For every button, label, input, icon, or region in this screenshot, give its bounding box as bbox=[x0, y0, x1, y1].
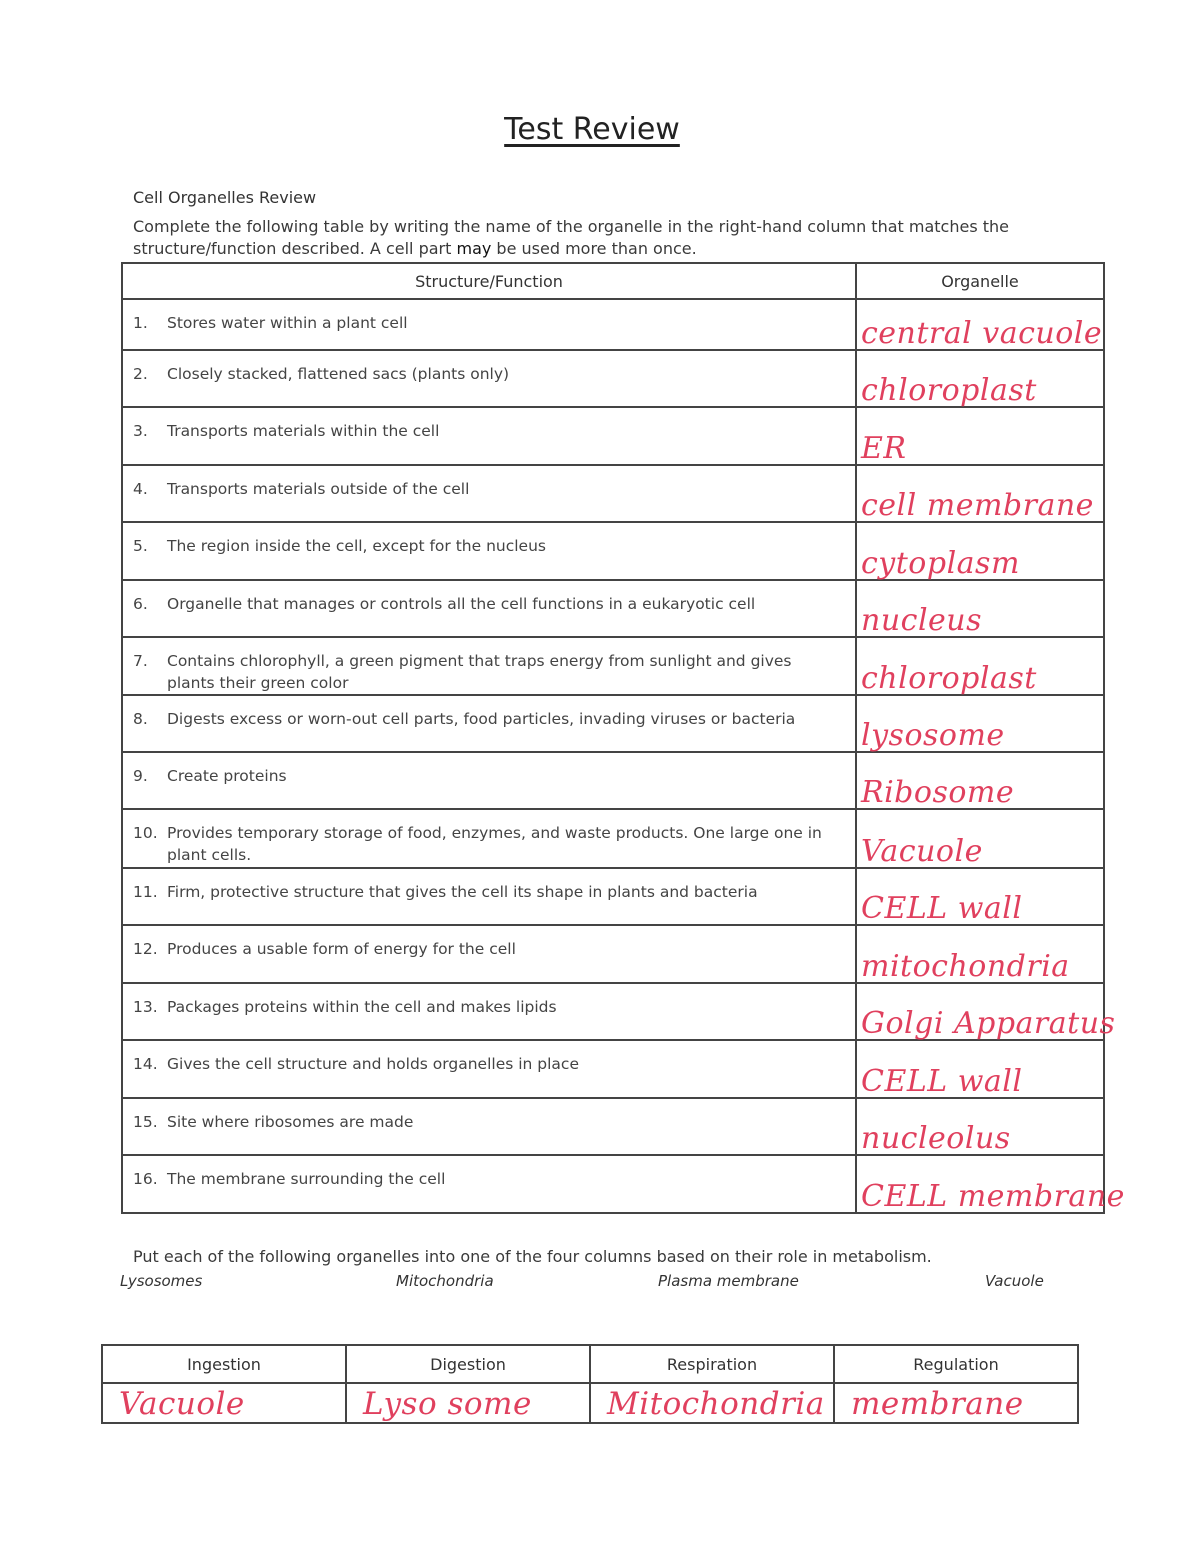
page-title: Test Review bbox=[504, 112, 680, 147]
review-row bbox=[122, 752, 1104, 809]
answer-cell[interactable] bbox=[856, 1040, 1104, 1098]
answer-cell[interactable] bbox=[856, 925, 1104, 983]
handwritten-answer: Lyso some bbox=[363, 1386, 532, 1422]
question-cell bbox=[122, 1155, 856, 1213]
question-cell bbox=[122, 637, 856, 695]
header-digestion: Digestion bbox=[346, 1345, 590, 1383]
answer-cell[interactable] bbox=[856, 752, 1104, 809]
question-text: Contains chlorophyll, a green pigment that traps energy from sunlight and gives plants their green color bbox=[167, 652, 792, 692]
handwritten-answer: membrane bbox=[851, 1386, 1024, 1422]
instructions bbox=[133, 216, 1033, 260]
review-row bbox=[122, 350, 1104, 407]
question-number: 15. bbox=[133, 1113, 158, 1131]
question-text: Gives the cell structure and holds organelles in place bbox=[167, 1055, 579, 1073]
answer-cell[interactable] bbox=[856, 637, 1104, 695]
question-number: 3. bbox=[133, 422, 148, 440]
question-text: Provides temporary storage of food, enzymes, and waste products. One large one in plant cells. bbox=[167, 824, 822, 864]
question-number: 1. bbox=[133, 314, 148, 332]
organelle-option: Lysosomes bbox=[120, 1272, 203, 1290]
header-ingestion: Ingestion bbox=[102, 1345, 346, 1383]
header-organelle: Organelle bbox=[856, 263, 1104, 299]
handwritten-answer: Vacuole bbox=[119, 1386, 245, 1422]
question-cell bbox=[122, 1098, 856, 1155]
question-cell bbox=[122, 695, 856, 752]
answer-cell-regulation[interactable] bbox=[834, 1383, 1078, 1423]
question-text: Firm, protective structure that gives the cell its shape in plants and bacteria bbox=[167, 883, 758, 901]
question-text: Transports materials outside of the cell bbox=[167, 480, 470, 498]
review-row bbox=[122, 637, 1104, 695]
question-text: Site where ribosomes are made bbox=[167, 1113, 414, 1131]
review-row bbox=[122, 522, 1104, 580]
sort-instructions: Put each of the following organelles into one of the four columns based on their role in metabolism. bbox=[133, 1247, 932, 1266]
question-number: 2. bbox=[133, 365, 148, 383]
review-row bbox=[122, 1098, 1104, 1155]
handwritten-answer: nucleolus bbox=[861, 1121, 1011, 1156]
question-text: Digests excess or worn-out cell parts, food particles, invading viruses or bacteria bbox=[167, 710, 796, 728]
header-structure-function: Structure/Function bbox=[122, 263, 856, 299]
question-text: Transports materials within the cell bbox=[167, 422, 440, 440]
handwritten-answer: nucleus bbox=[861, 603, 983, 638]
answer-cell[interactable] bbox=[856, 868, 1104, 925]
question-cell bbox=[122, 925, 856, 983]
review-row bbox=[122, 407, 1104, 465]
review-row bbox=[122, 868, 1104, 925]
handwritten-answer: CELL wall bbox=[861, 891, 1023, 926]
question-cell bbox=[122, 809, 856, 868]
metabolism-table bbox=[101, 1344, 1079, 1424]
review-row bbox=[122, 925, 1104, 983]
answer-cell-ingestion[interactable] bbox=[102, 1383, 346, 1423]
handwritten-answer: CELL wall bbox=[861, 1064, 1023, 1099]
question-cell bbox=[122, 350, 856, 407]
question-text: The region inside the cell, except for the nucleus bbox=[167, 537, 546, 555]
question-cell bbox=[122, 580, 856, 637]
question-number: 4. bbox=[133, 480, 148, 498]
review-row bbox=[122, 1155, 1104, 1213]
handwritten-answer: CELL membrane bbox=[861, 1179, 1125, 1214]
handwritten-answer: Golgi Apparatus bbox=[861, 1006, 1116, 1041]
answer-cell[interactable] bbox=[856, 407, 1104, 465]
question-number: 13. bbox=[133, 998, 158, 1016]
question-text: The membrane surrounding the cell bbox=[167, 1170, 446, 1188]
handwritten-answer: cytoplasm bbox=[861, 546, 1020, 581]
question-text: Closely stacked, flattened sacs (plants only) bbox=[167, 365, 510, 383]
question-number: 8. bbox=[133, 710, 148, 728]
question-text: Produces a usable form of energy for the cell bbox=[167, 940, 516, 958]
answer-cell[interactable] bbox=[856, 350, 1104, 407]
metabolism-answer-row bbox=[102, 1383, 1078, 1423]
answer-cell[interactable] bbox=[856, 580, 1104, 637]
handwritten-answer: Ribosome bbox=[861, 775, 1015, 810]
answer-cell[interactable] bbox=[856, 695, 1104, 752]
question-cell bbox=[122, 1040, 856, 1098]
question-text: Stores water within a plant cell bbox=[167, 314, 408, 332]
instructions-part1: Complete the following table by writing the name of the organelle in the right-hand column that matches the structure/function described. A cell part bbox=[133, 217, 1009, 258]
review-row bbox=[122, 809, 1104, 868]
question-cell bbox=[122, 299, 856, 350]
organelle-option: Plasma membrane bbox=[658, 1272, 799, 1290]
question-text: Packages proteins within the cell and makes lipids bbox=[167, 998, 557, 1016]
question-number: 5. bbox=[133, 537, 148, 555]
organelle-option: Mitochondria bbox=[396, 1272, 494, 1290]
answer-cell-respiration[interactable] bbox=[590, 1383, 834, 1423]
handwritten-answer: chloroplast bbox=[861, 661, 1037, 696]
review-row bbox=[122, 1040, 1104, 1098]
handwritten-answer: cell membrane bbox=[861, 488, 1094, 523]
question-cell bbox=[122, 407, 856, 465]
handwritten-answer: central vacuole bbox=[861, 316, 1103, 351]
organelle-option: Vacuole bbox=[985, 1272, 1044, 1290]
instructions-emphasis: may bbox=[456, 239, 492, 258]
answer-cell-digestion[interactable] bbox=[346, 1383, 590, 1423]
review-row bbox=[122, 299, 1104, 350]
question-number: 14. bbox=[133, 1055, 158, 1073]
question-number: 11. bbox=[133, 883, 158, 901]
answer-cell[interactable] bbox=[856, 299, 1104, 350]
question-number: 7. bbox=[133, 652, 148, 670]
question-number: 12. bbox=[133, 940, 158, 958]
answer-cell[interactable] bbox=[856, 983, 1116, 1041]
review-row bbox=[122, 695, 1104, 752]
question-cell bbox=[122, 522, 856, 580]
metabolism-table-header bbox=[102, 1345, 1078, 1383]
question-text: Organelle that manages or controls all the cell functions in a eukaryotic cell bbox=[167, 595, 756, 613]
instructions-part2: be used more than once. bbox=[491, 239, 697, 258]
answer-cell[interactable] bbox=[856, 1155, 1125, 1214]
handwritten-answer: mitochondria bbox=[861, 949, 1070, 984]
question-number: 6. bbox=[133, 595, 148, 613]
header-respiration: Respiration bbox=[590, 1345, 834, 1383]
handwritten-answer: lysosome bbox=[861, 718, 1005, 753]
section-heading: Cell Organelles Review bbox=[133, 188, 317, 207]
header-regulation: Regulation bbox=[834, 1345, 1078, 1383]
review-row bbox=[122, 465, 1104, 522]
review-row bbox=[122, 580, 1104, 637]
handwritten-answer: Mitochondria bbox=[607, 1386, 825, 1422]
handwritten-answer: ER bbox=[861, 431, 907, 466]
question-number: 10. bbox=[133, 824, 158, 842]
organelle-list bbox=[0, 1272, 1200, 1296]
question-text: Create proteins bbox=[167, 767, 287, 785]
question-cell bbox=[122, 868, 856, 925]
question-cell bbox=[122, 983, 856, 1040]
handwritten-answer: Vacuole bbox=[861, 834, 983, 869]
review-table-header bbox=[122, 263, 1104, 299]
answer-cell[interactable] bbox=[856, 1098, 1104, 1155]
review-row bbox=[122, 983, 1104, 1040]
answer-cell[interactable] bbox=[856, 465, 1104, 522]
question-cell bbox=[122, 465, 856, 522]
handwritten-answer: chloroplast bbox=[861, 373, 1037, 408]
answer-cell[interactable] bbox=[856, 522, 1104, 580]
question-number: 9. bbox=[133, 767, 148, 785]
question-number: 16. bbox=[133, 1170, 158, 1188]
question-cell bbox=[122, 752, 856, 809]
answer-cell[interactable] bbox=[856, 809, 1104, 868]
review-table bbox=[121, 262, 1125, 1214]
